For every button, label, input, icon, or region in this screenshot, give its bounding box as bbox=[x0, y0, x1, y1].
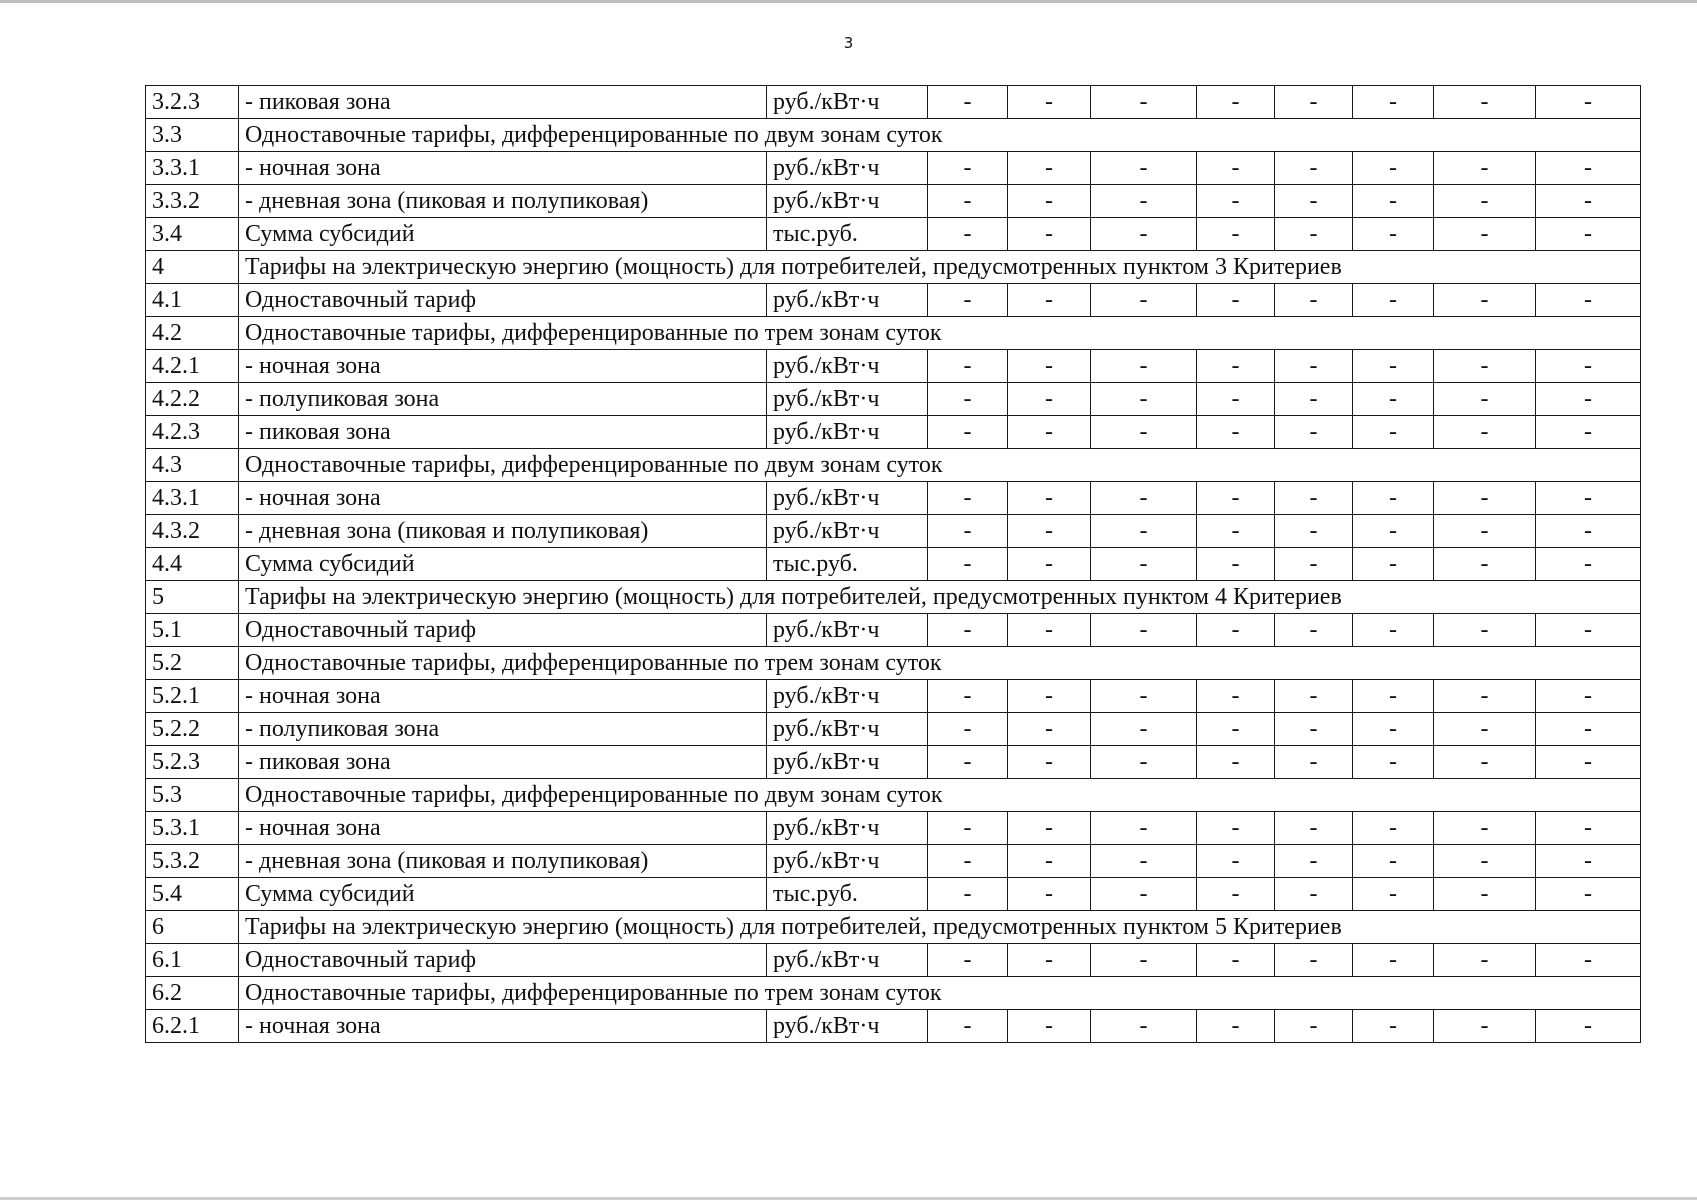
tariff-table bbox=[145, 85, 1641, 1043]
value-cell: - bbox=[1434, 152, 1536, 185]
unit-cell: руб./кВт·ч bbox=[767, 1010, 928, 1043]
row-description-cell: - полупиковая зона bbox=[239, 713, 767, 746]
value-cell: - bbox=[1536, 746, 1641, 779]
value-cell: - bbox=[1008, 152, 1091, 185]
table-row bbox=[146, 779, 1641, 812]
value-cell: - bbox=[1091, 680, 1197, 713]
value-cell: - bbox=[1536, 614, 1641, 647]
row-number-cell: 5 bbox=[146, 581, 239, 614]
value-cell: - bbox=[928, 185, 1008, 218]
value-cell: - bbox=[1197, 284, 1275, 317]
value-cell: - bbox=[1197, 152, 1275, 185]
row-number-cell: 3.2.3 bbox=[146, 86, 239, 119]
value-cell: - bbox=[1197, 944, 1275, 977]
row-number-cell: 4.2.2 bbox=[146, 383, 239, 416]
table-row bbox=[146, 449, 1641, 482]
value-cell: - bbox=[1091, 482, 1197, 515]
value-cell: - bbox=[1536, 86, 1641, 119]
row-description-cell: Сумма субсидий bbox=[239, 878, 767, 911]
value-cell: - bbox=[1275, 185, 1353, 218]
unit-cell: руб./кВт·ч bbox=[767, 680, 928, 713]
value-cell: - bbox=[1091, 845, 1197, 878]
value-cell: - bbox=[1536, 218, 1641, 251]
value-cell: - bbox=[1275, 86, 1353, 119]
row-number-cell: 5.4 bbox=[146, 878, 239, 911]
value-cell: - bbox=[1008, 944, 1091, 977]
value-cell: - bbox=[1434, 416, 1536, 449]
value-cell: - bbox=[1275, 515, 1353, 548]
unit-cell: руб./кВт·ч bbox=[767, 614, 928, 647]
value-cell: - bbox=[1091, 812, 1197, 845]
row-description-cell: Одноставочные тарифы, дифференцированные по трем зонам суток bbox=[239, 977, 1641, 1010]
table-row bbox=[146, 614, 1641, 647]
row-number-cell: 4.3.1 bbox=[146, 482, 239, 515]
row-description-cell: - пиковая зона bbox=[239, 746, 767, 779]
table-row bbox=[146, 515, 1641, 548]
row-number-cell: 5.1 bbox=[146, 614, 239, 647]
value-cell: - bbox=[1536, 1010, 1641, 1043]
row-number-cell: 6.1 bbox=[146, 944, 239, 977]
table-row bbox=[146, 548, 1641, 581]
unit-cell: руб./кВт·ч bbox=[767, 284, 928, 317]
row-number-cell: 5.2.1 bbox=[146, 680, 239, 713]
value-cell: - bbox=[1008, 383, 1091, 416]
value-cell: - bbox=[1275, 944, 1353, 977]
unit-cell: тыс.руб. bbox=[767, 218, 928, 251]
unit-cell: руб./кВт·ч bbox=[767, 416, 928, 449]
value-cell: - bbox=[1197, 1010, 1275, 1043]
row-number-cell: 5.3 bbox=[146, 779, 239, 812]
row-number-cell: 6.2.1 bbox=[146, 1010, 239, 1043]
value-cell: - bbox=[1008, 548, 1091, 581]
value-cell: - bbox=[1536, 416, 1641, 449]
value-cell: - bbox=[1536, 284, 1641, 317]
table-row bbox=[146, 86, 1641, 119]
value-cell: - bbox=[1008, 284, 1091, 317]
value-cell: - bbox=[1434, 383, 1536, 416]
value-cell: - bbox=[1275, 845, 1353, 878]
value-cell: - bbox=[1353, 86, 1434, 119]
value-cell: - bbox=[1275, 1010, 1353, 1043]
value-cell: - bbox=[1353, 152, 1434, 185]
value-cell: - bbox=[1197, 515, 1275, 548]
value-cell: - bbox=[1434, 350, 1536, 383]
value-cell: - bbox=[1353, 218, 1434, 251]
value-cell: - bbox=[1353, 878, 1434, 911]
value-cell: - bbox=[1434, 812, 1536, 845]
value-cell: - bbox=[1008, 746, 1091, 779]
value-cell: - bbox=[1197, 383, 1275, 416]
row-number-cell: 3.4 bbox=[146, 218, 239, 251]
row-description-cell: - ночная зона bbox=[239, 152, 767, 185]
row-description-cell: - дневная зона (пиковая и полупиковая) bbox=[239, 515, 767, 548]
value-cell: - bbox=[1434, 548, 1536, 581]
value-cell: - bbox=[1536, 152, 1641, 185]
table-row bbox=[146, 416, 1641, 449]
value-cell: - bbox=[1008, 350, 1091, 383]
value-cell: - bbox=[1091, 1010, 1197, 1043]
row-number-cell: 3.3.1 bbox=[146, 152, 239, 185]
value-cell: - bbox=[1275, 416, 1353, 449]
value-cell: - bbox=[928, 284, 1008, 317]
value-cell: - bbox=[1197, 812, 1275, 845]
value-cell: - bbox=[1275, 746, 1353, 779]
value-cell: - bbox=[1091, 746, 1197, 779]
row-number-cell: 4.2.3 bbox=[146, 416, 239, 449]
table-row bbox=[146, 317, 1641, 350]
row-description-cell: Тарифы на электрическую энергию (мощность) для потребителей, предусмотренных пунктом 3 Критериев bbox=[239, 251, 1641, 284]
value-cell: - bbox=[1275, 878, 1353, 911]
value-cell: - bbox=[928, 548, 1008, 581]
value-cell: - bbox=[1536, 713, 1641, 746]
row-number-cell: 4.2 bbox=[146, 317, 239, 350]
value-cell: - bbox=[1536, 944, 1641, 977]
row-description-cell: - дневная зона (пиковая и полупиковая) bbox=[239, 845, 767, 878]
value-cell: - bbox=[928, 482, 1008, 515]
value-cell: - bbox=[1275, 383, 1353, 416]
table-row bbox=[146, 152, 1641, 185]
value-cell: - bbox=[1434, 845, 1536, 878]
row-number-cell: 4.1 bbox=[146, 284, 239, 317]
table-row bbox=[146, 218, 1641, 251]
value-cell: - bbox=[1536, 383, 1641, 416]
value-cell: - bbox=[1536, 482, 1641, 515]
value-cell: - bbox=[928, 416, 1008, 449]
unit-cell: руб./кВт·ч bbox=[767, 383, 928, 416]
unit-cell: руб./кВт·ч bbox=[767, 152, 928, 185]
table-row bbox=[146, 911, 1641, 944]
value-cell: - bbox=[1008, 614, 1091, 647]
value-cell: - bbox=[1434, 944, 1536, 977]
value-cell: - bbox=[1091, 548, 1197, 581]
value-cell: - bbox=[1197, 713, 1275, 746]
row-description-cell: - ночная зона bbox=[239, 350, 767, 383]
value-cell: - bbox=[1353, 383, 1434, 416]
value-cell: - bbox=[1008, 680, 1091, 713]
value-cell: - bbox=[928, 614, 1008, 647]
value-cell: - bbox=[1275, 284, 1353, 317]
value-cell: - bbox=[1536, 845, 1641, 878]
value-cell: - bbox=[1008, 878, 1091, 911]
value-cell: - bbox=[1091, 185, 1197, 218]
row-number-cell: 5.3.1 bbox=[146, 812, 239, 845]
row-description-cell: Тарифы на электрическую энергию (мощность) для потребителей, предусмотренных пунктом 5 Критериев bbox=[239, 911, 1641, 944]
unit-cell: руб./кВт·ч bbox=[767, 515, 928, 548]
unit-cell: руб./кВт·ч bbox=[767, 944, 928, 977]
table-row bbox=[146, 845, 1641, 878]
row-number-cell: 5.2.3 bbox=[146, 746, 239, 779]
row-description-cell: Одноставочные тарифы, дифференцированные по двум зонам суток bbox=[239, 779, 1641, 812]
row-number-cell: 5.3.2 bbox=[146, 845, 239, 878]
row-description-cell: Одноставочные тарифы, дифференцированные по двум зонам суток bbox=[239, 119, 1641, 152]
value-cell: - bbox=[928, 680, 1008, 713]
value-cell: - bbox=[1353, 1010, 1434, 1043]
value-cell: - bbox=[1536, 350, 1641, 383]
value-cell: - bbox=[1353, 845, 1434, 878]
value-cell: - bbox=[1353, 746, 1434, 779]
value-cell: - bbox=[1275, 482, 1353, 515]
value-cell: - bbox=[1091, 218, 1197, 251]
value-cell: - bbox=[1353, 713, 1434, 746]
unit-cell: тыс.руб. bbox=[767, 878, 928, 911]
table-row bbox=[146, 713, 1641, 746]
value-cell: - bbox=[928, 713, 1008, 746]
row-number-cell: 6.2 bbox=[146, 977, 239, 1010]
row-description-cell: - пиковая зона bbox=[239, 86, 767, 119]
value-cell: - bbox=[1197, 548, 1275, 581]
row-number-cell: 5.2 bbox=[146, 647, 239, 680]
value-cell: - bbox=[928, 86, 1008, 119]
table-row bbox=[146, 284, 1641, 317]
value-cell: - bbox=[1353, 548, 1434, 581]
value-cell: - bbox=[1091, 86, 1197, 119]
value-cell: - bbox=[1197, 482, 1275, 515]
value-cell: - bbox=[1197, 680, 1275, 713]
value-cell: - bbox=[928, 746, 1008, 779]
value-cell: - bbox=[928, 845, 1008, 878]
value-cell: - bbox=[1536, 548, 1641, 581]
row-description-cell: - дневная зона (пиковая и полупиковая) bbox=[239, 185, 767, 218]
row-description-cell: - ночная зона bbox=[239, 482, 767, 515]
value-cell: - bbox=[1353, 416, 1434, 449]
value-cell: - bbox=[928, 812, 1008, 845]
table-row bbox=[146, 647, 1641, 680]
scan-top-edge bbox=[0, 0, 1697, 3]
value-cell: - bbox=[1536, 878, 1641, 911]
row-description-cell: Тарифы на электрическую энергию (мощность) для потребителей, предусмотренных пунктом 4 Критериев bbox=[239, 581, 1641, 614]
row-description-cell: Одноставочные тарифы, дифференцированные по двум зонам суток bbox=[239, 449, 1641, 482]
row-description-cell: Сумма субсидий bbox=[239, 548, 767, 581]
page-number: 3 bbox=[843, 34, 854, 52]
value-cell: - bbox=[1197, 185, 1275, 218]
table-row bbox=[146, 944, 1641, 977]
row-description-cell: - ночная зона bbox=[239, 1010, 767, 1043]
value-cell: - bbox=[1275, 548, 1353, 581]
value-cell: - bbox=[928, 218, 1008, 251]
value-cell: - bbox=[1536, 812, 1641, 845]
value-cell: - bbox=[1275, 350, 1353, 383]
table-row bbox=[146, 185, 1641, 218]
row-description-cell: Одноставочные тарифы, дифференцированные по трем зонам суток bbox=[239, 647, 1641, 680]
value-cell: - bbox=[1091, 878, 1197, 911]
row-description-cell: Одноставочные тарифы, дифференцированные по трем зонам суток bbox=[239, 317, 1641, 350]
value-cell: - bbox=[928, 944, 1008, 977]
table-row bbox=[146, 350, 1641, 383]
row-number-cell: 4 bbox=[146, 251, 239, 284]
table-row bbox=[146, 383, 1641, 416]
value-cell: - bbox=[1353, 515, 1434, 548]
value-cell: - bbox=[1434, 878, 1536, 911]
value-cell: - bbox=[1536, 515, 1641, 548]
value-cell: - bbox=[1008, 218, 1091, 251]
value-cell: - bbox=[928, 1010, 1008, 1043]
value-cell: - bbox=[1008, 416, 1091, 449]
row-number-cell: 3.3.2 bbox=[146, 185, 239, 218]
row-number-cell: 3.3 bbox=[146, 119, 239, 152]
value-cell: - bbox=[1008, 86, 1091, 119]
value-cell: - bbox=[1434, 1010, 1536, 1043]
value-cell: - bbox=[1353, 944, 1434, 977]
value-cell: - bbox=[1197, 614, 1275, 647]
tariff-table-body bbox=[146, 86, 1641, 1043]
row-description-cell: - полупиковая зона bbox=[239, 383, 767, 416]
row-number-cell: 4.3 bbox=[146, 449, 239, 482]
value-cell: - bbox=[1434, 614, 1536, 647]
value-cell: - bbox=[1434, 746, 1536, 779]
row-description-cell: - пиковая зона bbox=[239, 416, 767, 449]
value-cell: - bbox=[928, 383, 1008, 416]
value-cell: - bbox=[928, 152, 1008, 185]
value-cell: - bbox=[1197, 416, 1275, 449]
row-number-cell: 6 bbox=[146, 911, 239, 944]
value-cell: - bbox=[1434, 713, 1536, 746]
value-cell: - bbox=[1091, 350, 1197, 383]
value-cell: - bbox=[1434, 284, 1536, 317]
table-row bbox=[146, 878, 1641, 911]
value-cell: - bbox=[1091, 152, 1197, 185]
value-cell: - bbox=[1091, 944, 1197, 977]
row-number-cell: 4.2.1 bbox=[146, 350, 239, 383]
value-cell: - bbox=[1008, 812, 1091, 845]
value-cell: - bbox=[1197, 350, 1275, 383]
table-row bbox=[146, 812, 1641, 845]
value-cell: - bbox=[1197, 218, 1275, 251]
value-cell: - bbox=[928, 350, 1008, 383]
table-row bbox=[146, 119, 1641, 152]
value-cell: - bbox=[1275, 614, 1353, 647]
unit-cell: руб./кВт·ч bbox=[767, 350, 928, 383]
table-row bbox=[146, 977, 1641, 1010]
value-cell: - bbox=[1275, 152, 1353, 185]
unit-cell: руб./кВт·ч bbox=[767, 713, 928, 746]
value-cell: - bbox=[1353, 812, 1434, 845]
value-cell: - bbox=[1434, 86, 1536, 119]
value-cell: - bbox=[1008, 515, 1091, 548]
value-cell: - bbox=[1091, 383, 1197, 416]
value-cell: - bbox=[1275, 680, 1353, 713]
row-description-cell: Одноставочный тариф bbox=[239, 284, 767, 317]
value-cell: - bbox=[1353, 482, 1434, 515]
value-cell: - bbox=[1275, 218, 1353, 251]
table-row bbox=[146, 680, 1641, 713]
value-cell: - bbox=[1434, 482, 1536, 515]
row-description-cell: Сумма субсидий bbox=[239, 218, 767, 251]
unit-cell: руб./кВт·ч bbox=[767, 746, 928, 779]
value-cell: - bbox=[1275, 812, 1353, 845]
unit-cell: руб./кВт·ч bbox=[767, 86, 928, 119]
unit-cell: руб./кВт·ч bbox=[767, 845, 928, 878]
unit-cell: руб./кВт·ч bbox=[767, 812, 928, 845]
table-row bbox=[146, 482, 1641, 515]
value-cell: - bbox=[1197, 845, 1275, 878]
value-cell: - bbox=[1434, 185, 1536, 218]
row-description-cell: - ночная зона bbox=[239, 680, 767, 713]
value-cell: - bbox=[1434, 515, 1536, 548]
value-cell: - bbox=[928, 515, 1008, 548]
unit-cell: руб./кВт·ч bbox=[767, 185, 928, 218]
row-description-cell: Одноставочный тариф bbox=[239, 614, 767, 647]
value-cell: - bbox=[1008, 713, 1091, 746]
value-cell: - bbox=[1353, 350, 1434, 383]
value-cell: - bbox=[1091, 713, 1197, 746]
value-cell: - bbox=[1353, 614, 1434, 647]
value-cell: - bbox=[1536, 185, 1641, 218]
table-row bbox=[146, 251, 1641, 284]
unit-cell: тыс.руб. bbox=[767, 548, 928, 581]
value-cell: - bbox=[1353, 284, 1434, 317]
value-cell: - bbox=[1008, 185, 1091, 218]
value-cell: - bbox=[1353, 185, 1434, 218]
value-cell: - bbox=[1434, 680, 1536, 713]
value-cell: - bbox=[1008, 1010, 1091, 1043]
value-cell: - bbox=[1091, 515, 1197, 548]
value-cell: - bbox=[1353, 680, 1434, 713]
row-number-cell: 4.3.2 bbox=[146, 515, 239, 548]
row-description-cell: - ночная зона bbox=[239, 812, 767, 845]
value-cell: - bbox=[1091, 416, 1197, 449]
table-row bbox=[146, 746, 1641, 779]
value-cell: - bbox=[1197, 86, 1275, 119]
value-cell: - bbox=[928, 878, 1008, 911]
table-row bbox=[146, 581, 1641, 614]
value-cell: - bbox=[1091, 614, 1197, 647]
unit-cell: руб./кВт·ч bbox=[767, 482, 928, 515]
value-cell: - bbox=[1091, 284, 1197, 317]
row-number-cell: 5.2.2 bbox=[146, 713, 239, 746]
row-number-cell: 4.4 bbox=[146, 548, 239, 581]
table-row bbox=[146, 1010, 1641, 1043]
row-description-cell: Одноставочный тариф bbox=[239, 944, 767, 977]
value-cell: - bbox=[1008, 482, 1091, 515]
value-cell: - bbox=[1536, 680, 1641, 713]
value-cell: - bbox=[1197, 746, 1275, 779]
value-cell: - bbox=[1008, 845, 1091, 878]
value-cell: - bbox=[1434, 218, 1536, 251]
value-cell: - bbox=[1197, 878, 1275, 911]
value-cell: - bbox=[1275, 713, 1353, 746]
